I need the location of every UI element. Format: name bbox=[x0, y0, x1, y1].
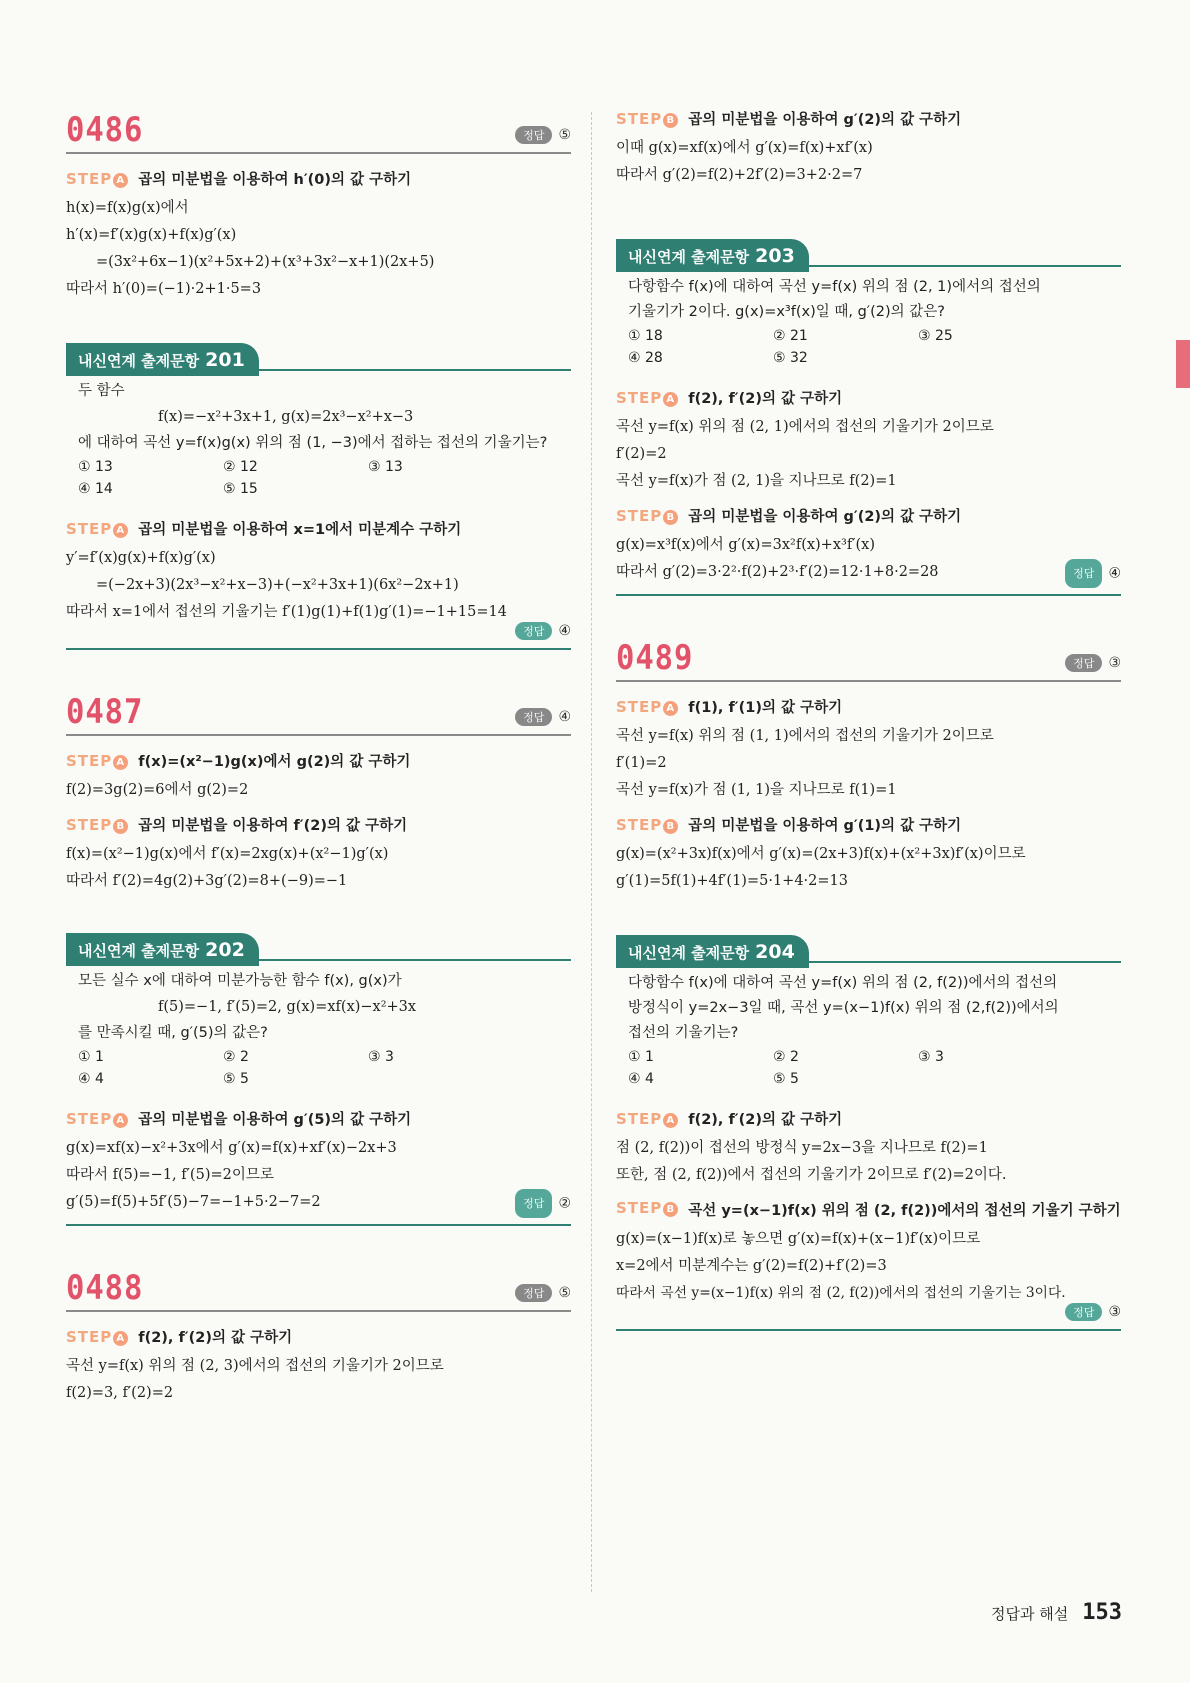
problem-number: 0489 bbox=[616, 638, 694, 678]
exam-box-203 bbox=[616, 239, 1121, 596]
solution-line: h′(x)=f′(x)g(x)+f(x)g′(x) bbox=[66, 227, 237, 243]
solution-line: =(3x²+6x−1)(x²+5x+2)+(x³+3x²−x+1)(2x+5) bbox=[96, 254, 435, 270]
right-column bbox=[616, 108, 1121, 1341]
problem-number: 0488 bbox=[66, 1268, 144, 1308]
box-tab: 내신연계 출제문항 203 bbox=[616, 239, 809, 272]
answer: 정답 ③ bbox=[616, 1303, 1121, 1321]
solution-line: g(x)=(x²+3x)f(x)에서 g′(x)=(2x+3)f(x)+(x²+3x)f′(x)이므로 bbox=[616, 846, 1026, 862]
problem-0489 bbox=[616, 636, 1121, 895]
question-body: 두 함수 f(x)=−x²+3x+1, g(x)=2x³−x²+x−3 에 대하여 곡선 y=f(x)g(x) 위의 점 (1, −3)에서 접하는 접선의 기울기는? ① 13 ② 12 ③ 13 ④ 14 ⑤ 15 bbox=[66, 379, 571, 500]
solution-line: 또한, 점 (2, f(2))에서 접선의 기울기가 2이므로 f′(2)=2이다. bbox=[616, 1167, 1007, 1183]
solution-line: f(2)=3, f′(2)=2 bbox=[66, 1385, 174, 1401]
answer: 정답 ④ bbox=[66, 622, 571, 640]
step-a-heading: STEP A f(2), f′(2)의 값 구하기 bbox=[616, 1110, 843, 1128]
solution-line: 따라서 f(5)=−1, f′(5)=2이므로 bbox=[66, 1167, 274, 1183]
column-divider bbox=[591, 112, 592, 1592]
step-a-heading: STEP A 곱의 미분법을 이용하여 g′(5)의 값 구하기 bbox=[66, 1110, 412, 1128]
step-a-heading: STEP A 곱의 미분법을 이용하여 x=1에서 미분계수 구하기 bbox=[66, 520, 462, 538]
problem-0488 bbox=[66, 1266, 571, 1407]
solution-line: 곡선 y=f(x) 위의 점 (2, 3)에서의 접선의 기울기가 2이므로 bbox=[66, 1358, 444, 1374]
solution-line: 곡선 y=f(x)가 점 (2, 1)을 지나므로 f(2)=1 bbox=[616, 473, 897, 489]
solution-line: 따라서 h′(0)=(−1)·2+1·5=3 bbox=[66, 281, 262, 297]
solution-line: 따라서 곡선 y=(x−1)f(x) 위의 점 (2, f(2))에서의 접선의 기울기는 3이다. bbox=[616, 1285, 1066, 1301]
solution-line: 곡선 y=f(x)가 점 (1, 1)을 지나므로 f(1)=1 bbox=[616, 782, 897, 798]
problem-header bbox=[66, 108, 571, 154]
box-tab: 내신연계 출제문항 204 bbox=[616, 935, 809, 968]
solution-line: g(x)=(x−1)f(x)로 놓으면 g′(x)=f(x)+(x−1)f′(x)이므로 bbox=[616, 1231, 981, 1247]
step-b-heading: STEP B 곡선 y=(x−1)f(x) 위의 점 (2, f(2))에서의 접선의 기울기 구하기 bbox=[616, 1199, 1121, 1219]
exam-box-204 bbox=[616, 935, 1121, 1331]
step-a-heading: STEP A f(x)=(x²−1)g(x)에서 g(2)의 값 구하기 bbox=[66, 752, 411, 770]
solution-line: f′(2)=2 bbox=[616, 446, 667, 462]
problem-0488-continued bbox=[616, 108, 1121, 189]
answer: 정답 ④ bbox=[515, 708, 571, 726]
problem-0487 bbox=[66, 690, 571, 895]
answer-badge: 정답 bbox=[515, 126, 552, 144]
step-b-heading: STEP B 곱의 미분법을 이용하여 g′(1)의 값 구하기 bbox=[616, 816, 962, 834]
problem-number: 0486 bbox=[66, 110, 144, 150]
solution-line: =(−2x+3)(2x³−x²+x−3)+(−x²+3x+1)(6x²−2x+1) bbox=[96, 577, 459, 593]
box-tab: 내신연계 출제문항 202 bbox=[66, 933, 259, 966]
chapter-tab-marker bbox=[1176, 340, 1190, 388]
step-b-heading: STEP B 곱의 미분법을 이용하여 g′(2)의 값 구하기 bbox=[616, 110, 962, 128]
exam-box-202 bbox=[66, 933, 571, 1226]
problem-number: 0487 bbox=[66, 692, 144, 732]
solution-line: f(x)=(x²−1)g(x)에서 f′(x)=2xg(x)+(x²−1)g′(x) bbox=[66, 846, 389, 862]
solution-line: g(x)=x³f(x)에서 g′(x)=3x²f(x)+x³f′(x) bbox=[616, 537, 875, 553]
answer-options: ① 1 ② 2 ③ 3 ④ 4 ⑤ 5 bbox=[628, 1049, 944, 1087]
page-number: 153 bbox=[1082, 1600, 1122, 1625]
step-a-heading: STEP A f(2), f′(2)의 값 구하기 bbox=[66, 1328, 293, 1346]
solution-line: 곡선 y=f(x) 위의 점 (1, 1)에서의 접선의 기울기가 2이므로 bbox=[616, 728, 994, 744]
solution-line: x=2에서 미분계수는 g′(2)=f(2)+f′(2)=3 bbox=[616, 1258, 887, 1274]
question-body: 다항함수 f(x)에 대하여 곡선 y=f(x) 위의 점 (2, f(2))에서의 접선의 방정식이 y=2x−3일 때, 곡선 y=(x−1)f(x) 위의 점 (2,f(2))에서의 접선의 기울기는? ① 1 ② 2 ③ 3 ④ 4 ⑤ 5 bbox=[616, 971, 1121, 1090]
step-a-heading: STEP A f(1), f′(1)의 값 구하기 bbox=[616, 698, 843, 716]
box-tab: 내신연계 출제문항 201 bbox=[66, 343, 259, 376]
footer-label: 정답과 해설 bbox=[991, 1605, 1069, 1623]
question-body: 모든 실수 x에 대하여 미분가능한 함수 f(x), g(x)가 f(5)=−1, f′(5)=2, g(x)=xf(x)−x²+3x 를 만족시킬 때, g′(5)의 값은? ① 1 ② 2 ③ 3 ④ 4 ⑤ 5 bbox=[66, 969, 571, 1090]
solution-line: 곡선 y=f(x) 위의 점 (2, 1)에서의 접선의 기울기가 2이므로 bbox=[616, 419, 994, 435]
solution-line: g′(1)=5f(1)+4f′(1)=5·1+4·2=13 bbox=[616, 873, 848, 889]
answer: 정답 ③ bbox=[1065, 654, 1121, 672]
problem-header bbox=[616, 636, 1121, 682]
question-body: 다항함수 f(x)에 대하여 곡선 y=f(x) 위의 점 (2, 1)에서의 접선의 기울기가 2이다. g(x)=x³f(x)일 때, g′(2)의 값은? ① 18 ② 21 ③ 25 ④ 28 ⑤ 32 bbox=[616, 275, 1121, 369]
solution-line: 따라서 f′(2)=4g(2)+3g′(2)=8+(−9)=−1 bbox=[66, 873, 348, 889]
solution-line: g(x)=xf(x)−x²+3x에서 g′(x)=f(x)+xf′(x)−2x+3 bbox=[66, 1140, 397, 1156]
step-b-heading: STEP B 곱의 미분법을 이용하여 f′(2)의 값 구하기 bbox=[66, 816, 408, 834]
answer: 정답 ⑤ bbox=[515, 126, 571, 144]
page-footer bbox=[991, 1600, 1122, 1625]
problem-header bbox=[66, 1266, 571, 1312]
solution-line: 따라서 g′(2)=f(2)+2f′(2)=3+2·2=7 bbox=[616, 167, 863, 183]
answer-options: ① 18 ② 21 ③ 25 ④ 28 ⑤ 32 bbox=[628, 328, 953, 366]
step-a-heading: STEP A f(2), f′(2)의 값 구하기 bbox=[616, 389, 843, 407]
exam-box-201 bbox=[66, 343, 571, 650]
step-b-heading: STEP B 곱의 미분법을 이용하여 g′(2)의 값 구하기 bbox=[616, 507, 962, 525]
solution-line: 점 (2, f(2))이 접선의 방정식 y=2x−3을 지나므로 f(2)=1 bbox=[616, 1140, 988, 1156]
solution-line: 따라서 x=1에서 접선의 기울기는 f′(1)g(1)+f(1)g′(1)=−1+15=14 bbox=[66, 604, 507, 620]
step-a-heading: STEP A 곱의 미분법을 이용하여 h′(0)의 값 구하기 bbox=[66, 170, 412, 188]
solution-line: y′=f′(x)g(x)+f(x)g′(x) bbox=[66, 550, 216, 566]
solution-line: f(2)=3g(2)=6에서 g(2)=2 bbox=[66, 782, 249, 798]
answer-options: ① 1 ② 2 ③ 3 ④ 4 ⑤ 5 bbox=[78, 1049, 394, 1087]
solution-line: h(x)=f(x)g(x)에서 bbox=[66, 200, 189, 216]
solution-line: 이때 g(x)=xf(x)에서 g′(x)=f(x)+xf′(x) bbox=[616, 140, 873, 156]
answer: 정답 ⑤ bbox=[515, 1284, 571, 1302]
answer-options: ① 13 ② 12 ③ 13 ④ 14 ⑤ 15 bbox=[78, 459, 403, 497]
solution-line: f′(1)=2 bbox=[616, 755, 667, 771]
problem-header bbox=[66, 690, 571, 736]
solution-line: 따라서 g′(2)=3·2²·f(2)+2³·f′(2)=12·1+8·2=28 정답 ④ bbox=[616, 559, 1121, 586]
problem-0486 bbox=[66, 108, 571, 303]
solution-line: g′(5)=f(5)+5f′(5)−7=−1+5·2−7=2 정답 ② bbox=[66, 1189, 571, 1216]
left-column bbox=[66, 108, 571, 1407]
